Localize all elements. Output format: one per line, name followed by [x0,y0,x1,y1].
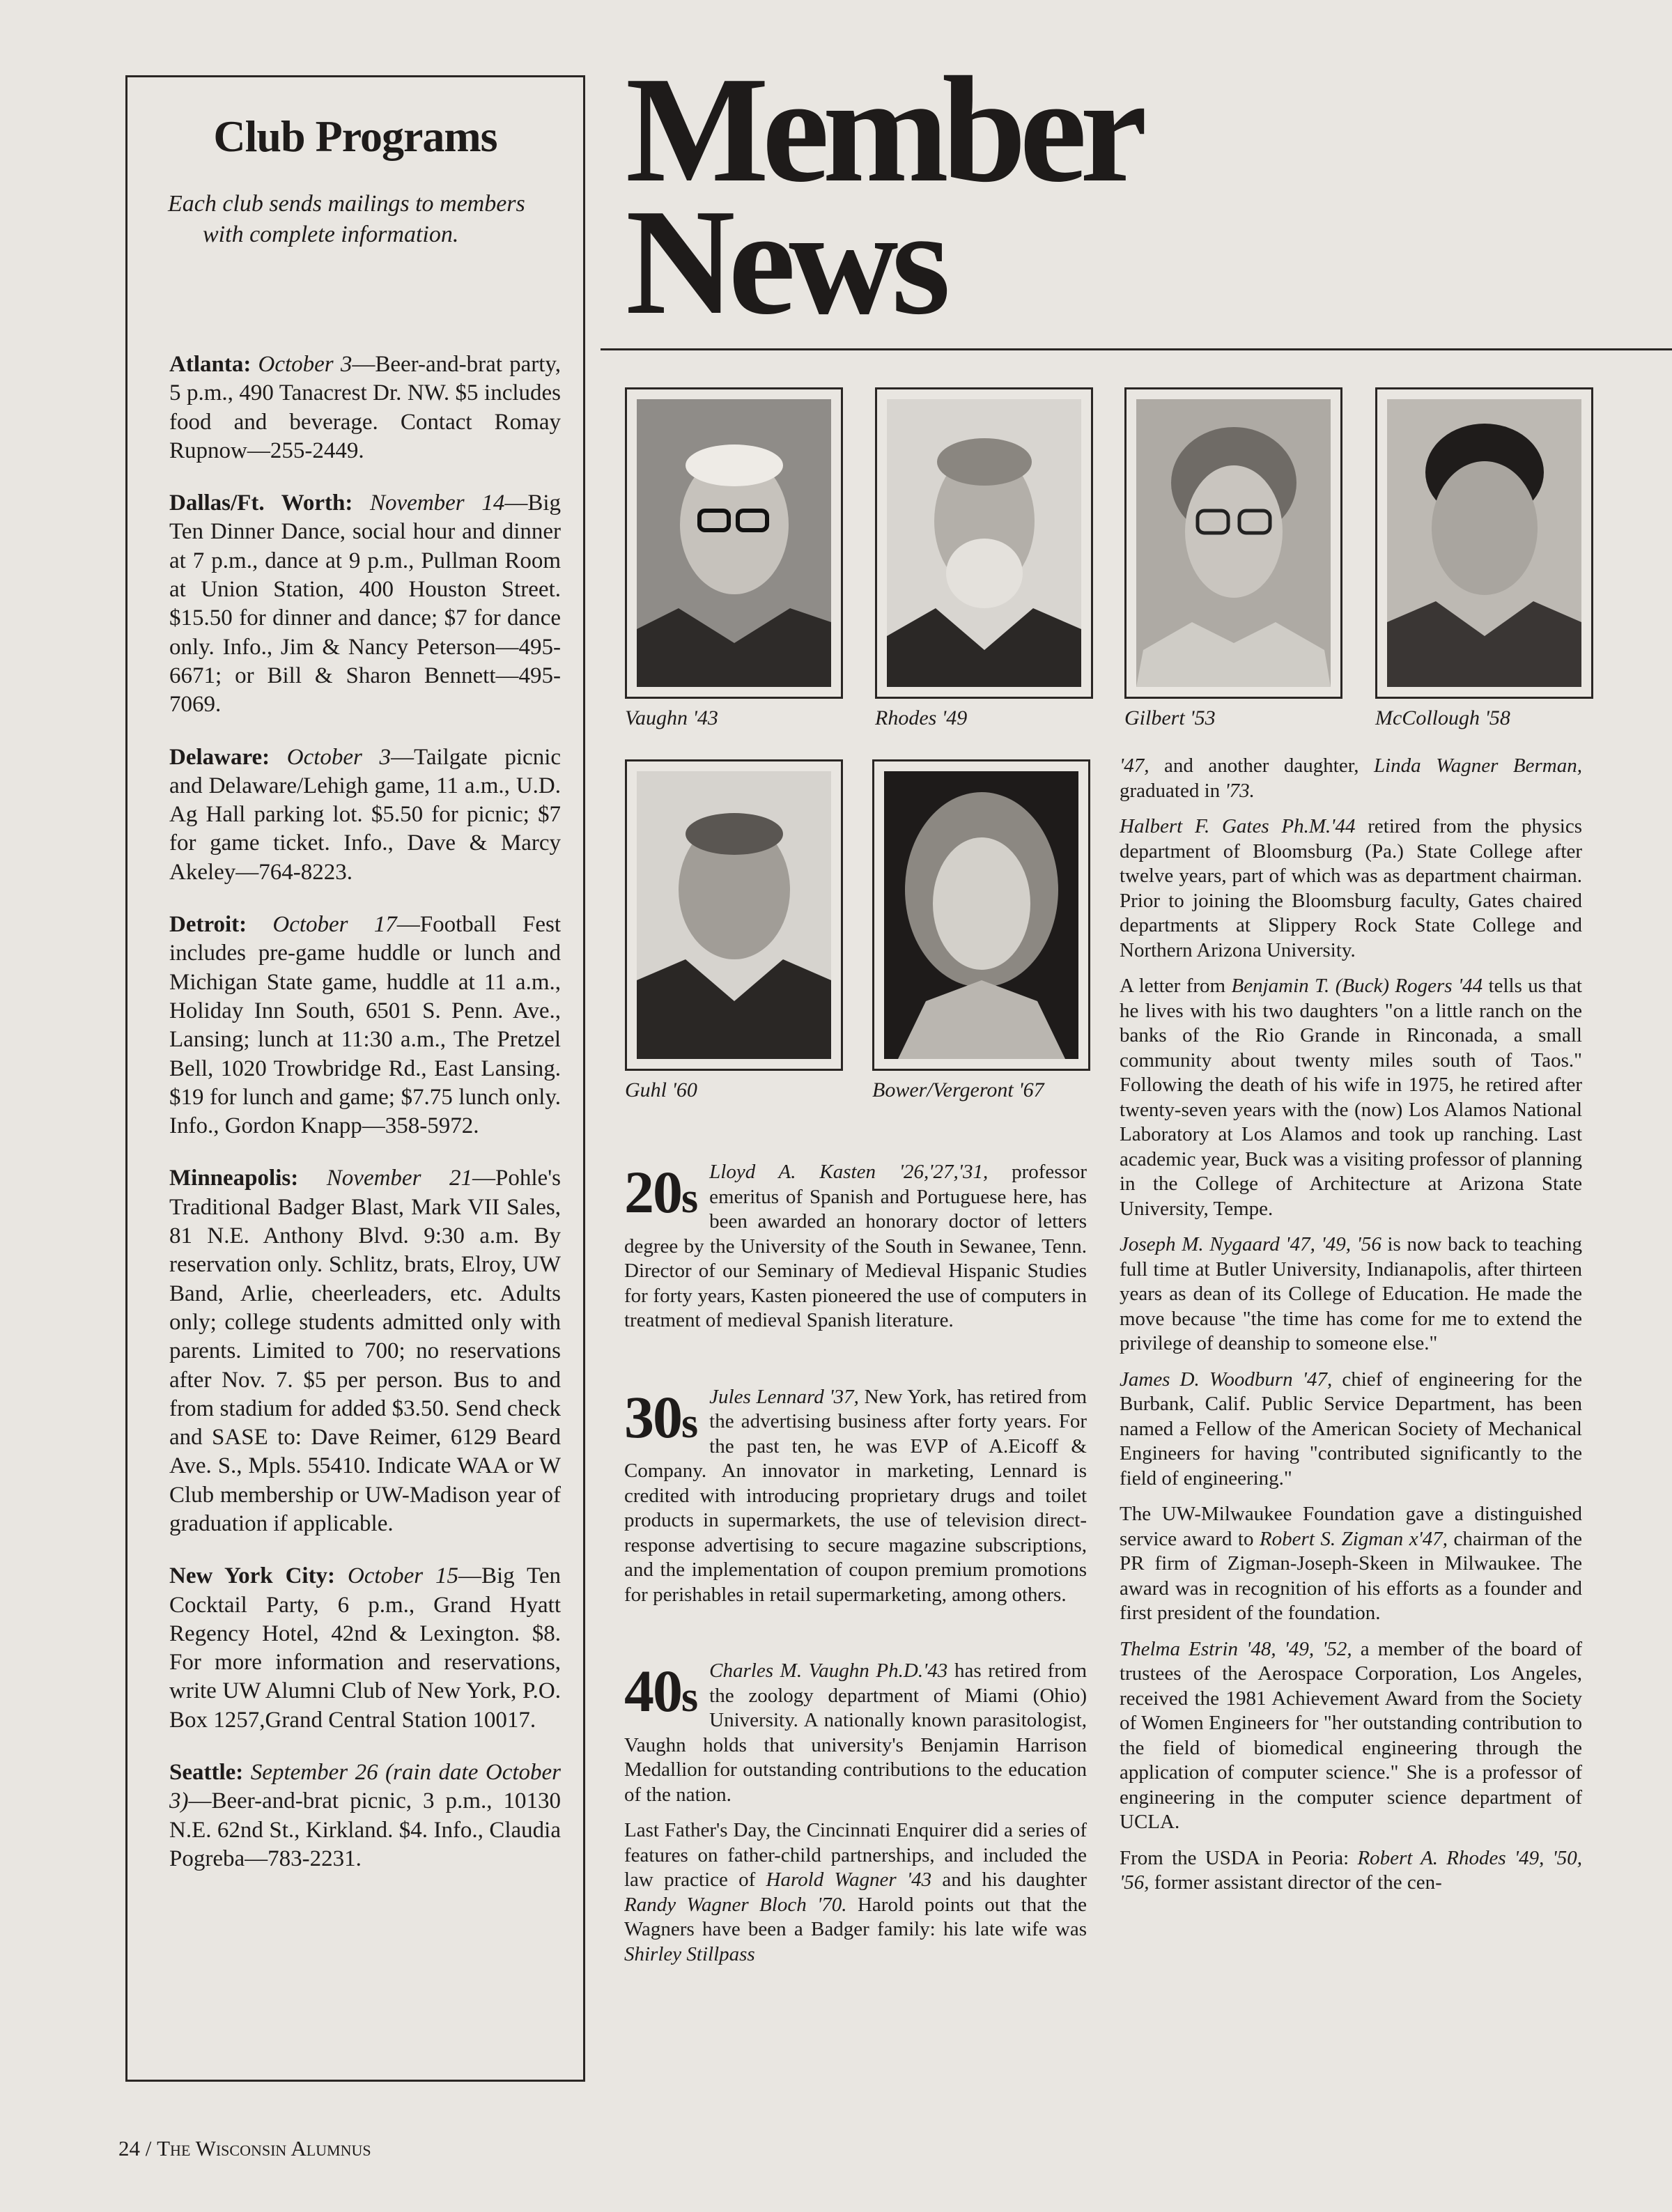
club-details: —Big Ten Cocktail Party, 6 p.m., Grand Hyatt Regency Hotel, 42nd & Lexington. $8. For more information and reservations, write UW Alumni Club of New York, P.O. Box 1257,Grand Central Station 10017. [169,1563,561,1733]
club-entry-delaware [169,743,561,887]
club-entry-atlanta [169,350,561,465]
portrait-mccollough-image [1387,399,1581,687]
club-entry-new-york [169,1562,561,1735]
text-segment: Last Father's Day, the Cincinnati Enquirer did a series of features on father-child partnerships, and included the law practice of [624,1819,1087,1891]
club-date: October 3 [286,744,391,770]
caption-gilbert: Gilbert '53 [1124,706,1216,729]
text-segment: retired from the physics department of Bloomsburg (Pa.) State College after twelve years, part of which was as department chairman. Prior to joining the Bloomsburg faculty, Gates chaired departments at Slippery Rock State College and Northern Arizona University. [1120,815,1582,961]
news-item-nygaard [1120,1232,1582,1356]
club-intro-line1: Each club sends mailings to members [168,191,525,217]
right-news-column [1120,754,1582,1907]
alumnus-name: Joseph M. Nygaard '47, '49, '56 [1120,1233,1381,1255]
decade-suffix: s [681,1673,697,1721]
alumnus-name: Shirley Stillpass [624,1942,755,1965]
alumnus-text: professor emeritus of Spanish and Portuguese here, has been awarded an honorary doctor of letters degree by the University of the South in Sewanee, Tenn. Director of our Seminary of Medieval Hispanic Studies for forty years, Kasten pioneered the use of computers in treatment of medieval Spanish literature. [624,1161,1087,1331]
club-details: —Beer-and-brat picnic, 3 p.m., 10130 N.E. 62nd St., Kirkland. $4. Info., Claudia Pogreba—783-2231. [169,1788,561,1871]
portrait-rhodes-image [887,399,1081,687]
alumnus-name: Thelma Estrin '48, '49, '52, [1120,1637,1352,1660]
alumnus-name: Halbert F. Gates Ph.M.'44 [1120,815,1356,837]
decade-20s [624,1160,1087,1333]
caption-bower-vergeront: Bower/Vergeront '67 [872,1078,1044,1101]
news-item-wagner-cont [1120,754,1582,803]
club-date: October 3 [258,352,353,377]
decade-suffix: s [681,1399,697,1447]
text-segment: From the USDA in Peoria: [1120,1846,1358,1869]
masthead-line2: News [626,178,944,346]
news-item-zigman [1120,1502,1582,1626]
club-details: —Beer-and-brat party, 5 p.m., 490 Tanacrest Dr. NW. $5 includes food and beverage. Contact Romay Rupnow—255-2449. [169,352,562,463]
club-details: —Big Ten Dinner Dance, social hour and dinner at 7 p.m., dance at 9 p.m., Pullman Room at Union Station, 400 Houston Street. $15.50 for dinner and dance; $7 for dance only. Info., Jim & Nancy Peterson—495-6671; or Bill & Sharon Bennett—495-7069. [169,490,562,718]
club-programs-intro [165,189,555,250]
news-item-estrin [1120,1637,1582,1835]
club-intro-line2: with complete information. [203,222,459,247]
decade-heading-40s [624,1657,697,1724]
news-item-rhodes [1120,1846,1582,1896]
masthead-divider [601,348,1672,350]
photo-gilbert [1124,387,1342,699]
photo-guhl [625,759,843,1071]
portrait-guhl-image [637,771,831,1059]
club-city: Atlanta: [169,352,251,377]
text-segment: is now back to teaching full time at Butler University, Indianapolis, after thirteen years as dean of its College of Education. He made the move because "the time has come for me to extend the privilege of deanship to someone else." [1120,1233,1582,1354]
alumnus-name: Benjamin T. (Buck) Rogers '44 [1231,975,1483,997]
member-news-masthead [626,46,1253,346]
decade-heading-30s [624,1383,697,1451]
club-city: New York City: [169,1563,336,1589]
alumnus-text: has retired from the zoology department of Miami (Ohio) University. A nationally known parasitologist, Vaughn holds that university's Benjamin Harrison Medallion for outstanding contributions to the education of the nation. [624,1660,1087,1806]
club-entry-dallas [169,489,561,719]
page-number: 24 / [118,2136,157,2160]
club-date: September 26 (rain date October 3) [169,1760,561,1814]
club-entry-detroit [169,911,561,1140]
alumnus-text: New York, has retired from the advertising business after forty years. For the past ten, he was EVP of A.Eicoff & Company. An innovator in marketing, Lennard is credited with introducing proprietary drugs and toilet products in supermarkets, the use of television direct-response advertising to secure magazine subscriptions, and the implementation of coupon premium promotions for perishables in retail supermarketing, among others. [624,1385,1087,1606]
decade-num: 30 [624,1383,681,1451]
club-date: October 15 [347,1563,458,1589]
publication-name: The Wisconsin Alumnus [157,2136,371,2160]
year: '73. [1225,779,1255,802]
portrait-gilbert-image [1136,399,1331,687]
text-segment: and his daughter [931,1869,1087,1891]
club-city: Delaware: [169,744,270,770]
decades-column [624,1160,1087,1978]
alumnus-name: Robert A. Rhodes '49, '50, '56, [1120,1846,1582,1894]
news-item-rogers [1120,974,1582,1221]
decade-heading-20s [624,1159,697,1225]
text-segment: and another daughter, [1149,755,1374,777]
alumnus-name: Robert S. Zigman x'47, [1259,1527,1448,1550]
photo-mccollough [1375,387,1593,699]
portrait-vaughn-image [637,399,831,687]
club-list [169,350,561,1897]
club-details: —Pohle's Traditional Badger Blast, Mark VII Sales, 81 N.E. Anthony Blvd. 9:30 a.m. By reservation only. Schlitz, brats, Elroy, UW Band, Arlie, cheerleaders, etc. Adults only; college students admitted only with parents. Limited to 700; no reservations after Nov. 7. $5 per person. Bus to and from stadium for added $3.50. Send check and SASE to: Dave Reimer, 6129 Beard Ave. S., Mpls. 55410. Indicate WAA or W Club membership or UW-Madison year of graduation if applicable. [169,1166,561,1536]
text-segment: tells us that he lives with his two daughters "on a little ranch on the banks of the Rio Grande in Rinconada, a small community about twenty miles south of Taos." Following the death of his wife in 1975, he retired after twenty-seven years with the (now) Los Alamos National Laboratory at Los Alamos and took up ranching. Last academic year, Buck was a visiting professor of planning in the College of Architecture at Arizona State University, Tempe. [1120,975,1582,1220]
text-segment: chief of engineering for the Burbank, Calif. Public Service Department, has been named a Fellow of the American Society of Mechanical Engineers for having "contributed significantly to the field of engineering." [1120,1368,1582,1490]
caption-vaughn: Vaughn '43 [625,706,718,729]
club-city: Dallas/Ft. Worth: [169,490,353,516]
club-programs-box [125,75,585,2082]
club-city: Detroit: [169,912,247,938]
alumnus-name: Harold Wagner '43 [766,1869,932,1891]
club-date: November 14 [370,490,505,516]
club-details: —Football Fest includes pre-game huddle or lunch and Michigan State game, huddle at 11 a.m., Holiday Inn South, 6501 S. Penn. Ave., Lansing; lunch at 11:30 a.m., The Pretzel Bell, 1020 Trowbridge Rd., East Lansing. $19 for lunch and game; $7.75 lunch only. Info., Gordon Knapp—358-5972. [169,912,561,1139]
club-entry-seattle [169,1758,561,1873]
club-date: November 21 [326,1166,473,1191]
caption-rhodes: Rhodes '49 [875,706,968,729]
alumnus-name: '47, [1120,755,1150,777]
alumnus-name: Randy Wagner Bloch '70. [624,1893,847,1916]
text-segment: Harold points out that the Wagners have been a Badger family: his late wife was [624,1893,1087,1940]
masthead-line1: Member [626,46,1140,214]
photo-rhodes [875,387,1093,699]
club-entry-minneapolis [169,1164,561,1538]
news-item-woodburn [1120,1368,1582,1492]
text-segment: A letter from [1120,975,1232,997]
caption-mccollough: McCollough '58 [1375,706,1510,729]
decade-num: 40 [624,1657,681,1724]
alumnus-name: Jules Lennard '37, [709,1385,859,1408]
news-item-gates [1120,814,1582,963]
club-city: Minneapolis: [169,1166,299,1191]
alumnus-name: Charles M. Vaughn Ph.D.'43 [709,1660,948,1682]
text-segment: The UW-Milwaukee Foundation gave a distinguished service award to [1120,1503,1582,1550]
decade-40s [624,1659,1087,1807]
text-segment: former assistant director of the cen- [1149,1871,1442,1894]
page-footer [118,2136,371,2161]
text-segment: a member of the board of trustees of the Aerospace Corporation, Los Angeles, received the 1981 Achievement Award from the Society of Women Engineers for "her outstanding contribution to the field of biomedical engineering through the application of computer science." She is a professor of engineering in the computer science department of UCLA. [1120,1637,1582,1833]
photo-bower-vergeront [872,759,1090,1071]
portrait-bower-vergeront-image [884,771,1078,1059]
fathers-day-paragraph [624,1818,1087,1967]
text-segment: graduated in [1120,779,1225,802]
club-programs-title: Club Programs [213,111,497,161]
alumnus-name: Lloyd A. Kasten '26,'27,'31, [709,1161,989,1183]
alumnus-name: James D. Woodburn '47, [1120,1368,1333,1391]
alumnus-name: Linda Wagner Berman, [1374,755,1582,777]
club-details: —Tailgate picnic and Delaware/Lehigh game, 11 a.m., U.D. Ag Hall parking lot. $5.50 for picnic; $7 for game ticket. Info., Dave & Marcy Akeley—764-8223. [169,744,562,885]
decade-num: 20 [624,1159,681,1225]
decade-30s [624,1385,1087,1608]
photo-vaughn [625,387,843,699]
decade-suffix: s [681,1175,697,1222]
club-date: October 17 [272,912,397,938]
text-segment: chairman of the PR firm of Zigman-Joseph-Skeen in Milwaukee. The award was in recognition of his efforts as a founder and first president of the foundation. [1120,1527,1582,1624]
club-city: Seattle: [169,1760,244,1786]
caption-guhl: Guhl '60 [625,1078,697,1101]
